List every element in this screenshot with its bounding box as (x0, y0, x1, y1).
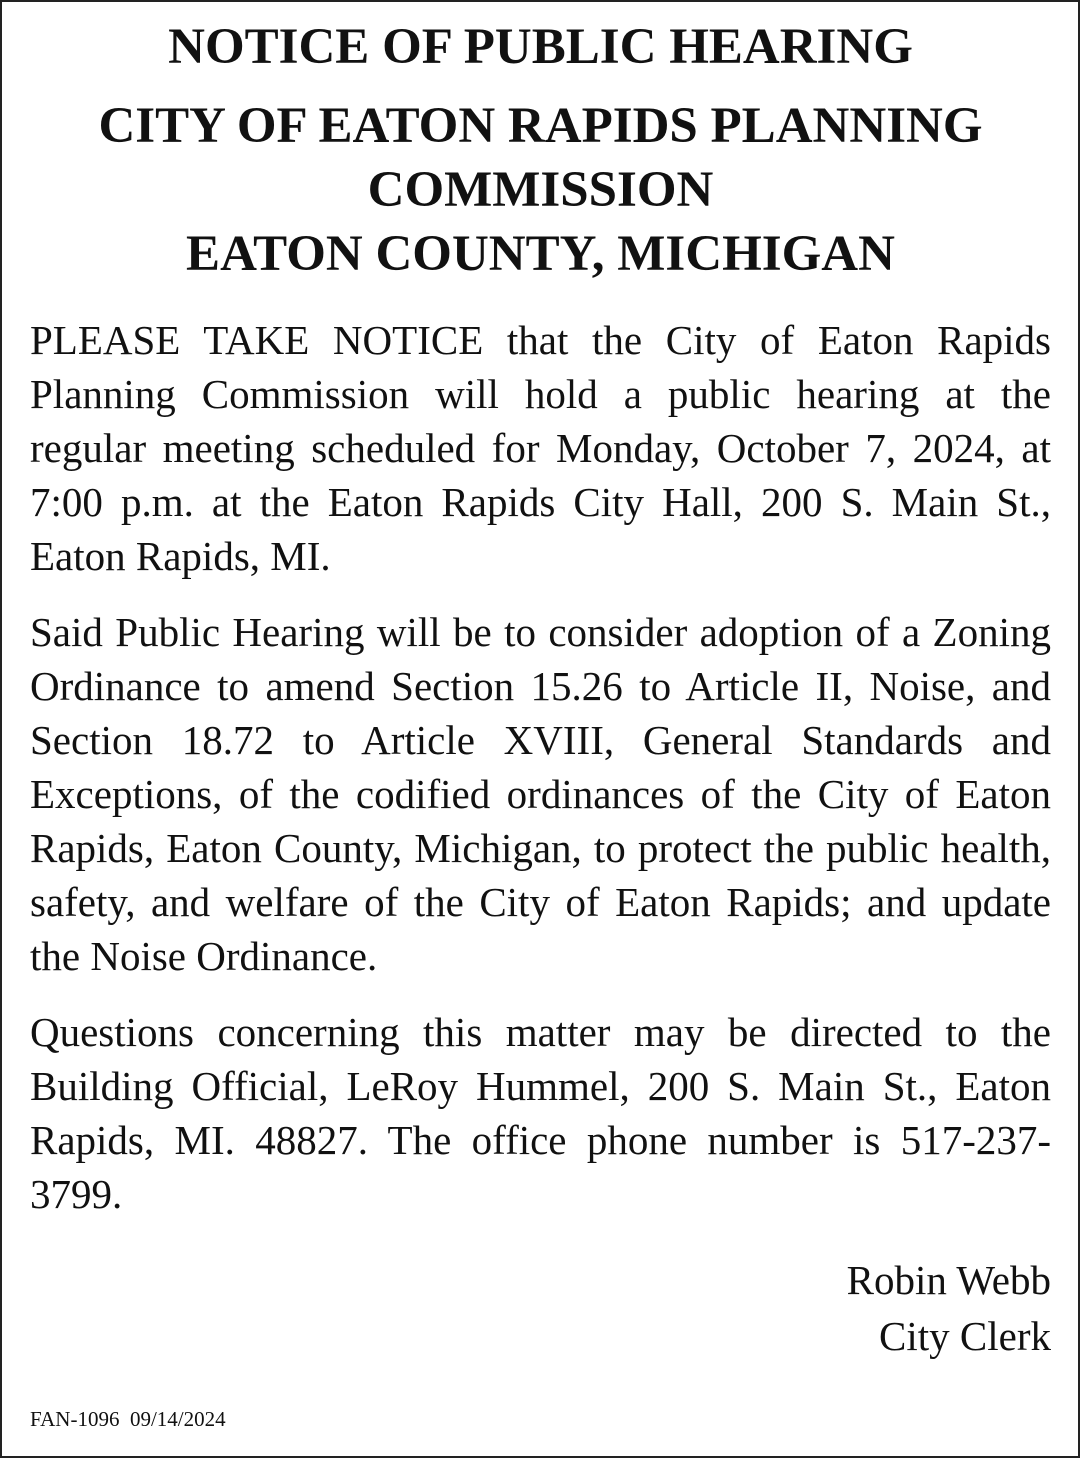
signature-title: City Clerk (879, 1313, 1051, 1359)
subtitle-line-2: COMMISSION (367, 162, 714, 218)
notice-title: NOTICE OF PUBLIC HEARING (168, 19, 913, 75)
notice-subtitle (30, 94, 1051, 286)
subtitle-line-3: EATON COUNTY, MICHIGAN (186, 226, 895, 282)
signature-name: Robin Webb (846, 1257, 1051, 1303)
notice-paragraph-questions: Questions concerning this matter may be directed to the Building Official, LeRoy Hummel, 200 S. Main St., Eaton Rapids, MI. 48827. The office phone number is 517-237-3799. (30, 1009, 1051, 1217)
subtitle-line-1: CITY OF EATON RAPIDS PLANNING (98, 98, 983, 154)
notice-paragraph-meeting: PLEASE TAKE NOTICE that the City of Eaton Rapids Planning Commission will hold a public hearing at the regular meeting scheduled for Monday, October 7, 2024, at 7:00 p.m. at the Eaton Rapids City Hall, 200 S. Main St., Eaton Rapids, MI. (30, 317, 1051, 579)
notice-paragraph-purpose: Said Public Hearing will be to consider adoption of a Zoning Ordinance to amend Section 15.26 to Article II, Noise, and Section 18.72 to Article XVIII, General Standards and Exceptions, of the codified ordinances of the City of Eaton Rapids, Eaton County, Michigan, to protect the public health, safety, and welfare of the City of Eaton Rapids; and update the Noise Ordinance. (30, 609, 1051, 979)
notice-footer-code: FAN-1096 09/14/2024 (30, 1407, 226, 1431)
signature-block (30, 1252, 1051, 1364)
